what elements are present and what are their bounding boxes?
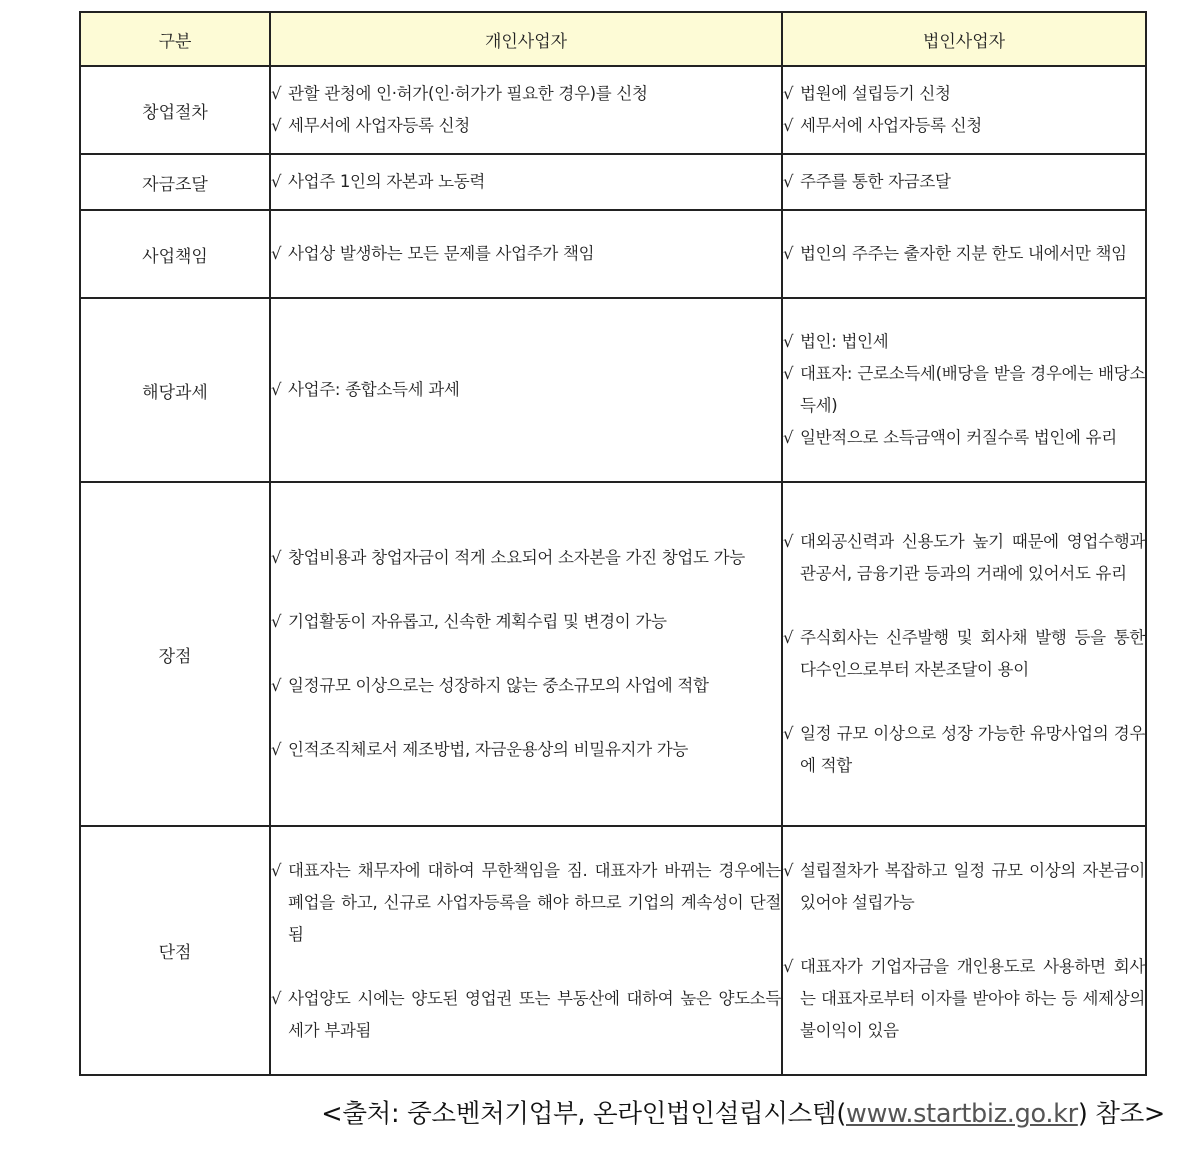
comparison-table	[79, 11, 1147, 1076]
header-row	[80, 12, 1146, 66]
check-mark-icon: √	[271, 172, 282, 191]
check-mark-icon: √	[783, 332, 794, 351]
corporate-item	[783, 718, 1145, 782]
individual-item-group	[271, 983, 781, 1047]
table-row	[80, 210, 1146, 298]
corporate-item-text: 법인: 법인세	[800, 332, 889, 351]
individual-cell	[270, 298, 782, 482]
corporate-item	[783, 238, 1145, 270]
individual-cell	[270, 210, 782, 298]
check-mark-icon: √	[783, 244, 794, 263]
corporate-item-group	[783, 166, 1145, 198]
table-row	[80, 298, 1146, 482]
corporate-item	[783, 110, 1145, 142]
individual-item	[271, 166, 781, 198]
check-mark-icon: √	[783, 628, 794, 647]
header-individual: 개인사업자	[270, 12, 782, 66]
individual-item-group	[271, 670, 781, 702]
source-suffix: ) 참조>	[1077, 1099, 1165, 1129]
check-mark-icon: √	[271, 244, 282, 263]
check-mark-icon: √	[271, 116, 282, 135]
check-mark-icon: √	[271, 548, 282, 567]
individual-item	[271, 78, 781, 110]
individual-item-group	[271, 166, 781, 198]
corporate-item	[783, 855, 1145, 919]
row-category: 장점	[80, 482, 270, 826]
corporate-item-group	[783, 326, 1145, 454]
corporate-item-text: 세무서에 사업자등록 신청	[800, 116, 982, 135]
corporate-item-text: 주식회사는 신주발행 및 회사채 발행 등을 통한 다수인으로부터 자본조달이 용이	[800, 628, 1145, 679]
corporate-item	[783, 358, 1145, 422]
corporate-item	[783, 78, 1145, 110]
check-mark-icon: √	[271, 380, 282, 399]
corporate-item-group	[783, 951, 1145, 1047]
individual-item-text: 사업양도 시에는 양도된 영업권 또는 부동산에 대하여 높은 양도소득세가 부과됨	[288, 988, 781, 1040]
check-mark-icon: √	[783, 724, 794, 743]
corporate-item-text: 대외공신력과 신용도가 높기 때문에 영업수행과 관공서, 금융기관 등과의 거래에 있어서도 유리	[800, 532, 1145, 583]
header-category: 구분	[80, 12, 270, 66]
individual-item	[271, 542, 781, 574]
check-mark-icon: √	[271, 676, 282, 695]
check-mark-icon: √	[783, 532, 794, 551]
individual-item-group	[271, 606, 781, 638]
individual-cell	[270, 154, 782, 210]
corporate-item-text: 일정 규모 이상으로 성장 가능한 유망사업의 경우에 적합	[800, 724, 1145, 775]
individual-item-text: 기업활동이 자유롭고, 신속한 계획수립 및 변경이 가능	[288, 612, 667, 631]
individual-cell	[270, 826, 782, 1075]
check-mark-icon: √	[783, 860, 794, 880]
check-mark-icon: √	[783, 116, 794, 135]
check-mark-icon: √	[783, 364, 794, 383]
corporate-item	[783, 166, 1145, 198]
row-category: 사업책임	[80, 210, 270, 298]
source-citation	[321, 1094, 1165, 1130]
corporate-item-group	[783, 718, 1145, 782]
individual-item-group	[271, 374, 781, 406]
row-category: 창업절차	[80, 66, 270, 154]
header-corporate: 법인사업자	[782, 12, 1146, 66]
corporate-cell	[782, 154, 1146, 210]
check-mark-icon: √	[783, 84, 794, 103]
check-mark-icon: √	[783, 172, 794, 191]
individual-item-text: 창업비용과 창업자금이 적게 소요되어 소자본을 가진 창업도 가능	[288, 548, 745, 567]
check-mark-icon: √	[271, 740, 282, 759]
check-mark-icon: √	[271, 84, 282, 103]
individual-item	[271, 855, 781, 951]
individual-item-text: 사업주: 종합소득세 과세	[288, 380, 460, 399]
corporate-cell	[782, 66, 1146, 154]
check-mark-icon: √	[271, 612, 282, 631]
corporate-item	[783, 326, 1145, 358]
table-row	[80, 826, 1146, 1075]
individual-item	[271, 374, 781, 406]
individual-item-group	[271, 734, 781, 766]
corporate-item	[783, 622, 1145, 686]
individual-item-text: 세무서에 사업자등록 신청	[288, 116, 470, 135]
individual-item-text: 일정규모 이상으로는 성장하지 않는 중소규모의 사업에 적합	[288, 676, 709, 695]
row-category: 자금조달	[80, 154, 270, 210]
individual-item-text: 대표자는 채무자에 대하여 무한책임을 짐. 대표자가 바뀌는 경우에는 폐업을 하고, 신규로 사업자등록을 해야 하므로 기업의 계속성이 단절됨	[288, 860, 781, 944]
check-mark-icon: √	[783, 956, 794, 976]
check-mark-icon: √	[783, 428, 794, 447]
individual-item-group	[271, 542, 781, 574]
row-category: 단점	[80, 826, 270, 1075]
individual-item-group	[271, 238, 781, 270]
corporate-cell	[782, 298, 1146, 482]
corporate-item-group	[783, 238, 1145, 270]
corporate-item-group	[783, 855, 1145, 919]
source-link[interactable]: www.startbiz.go.kr	[846, 1099, 1078, 1129]
source-prefix: <출처: 중소벤처기업부, 온라인법인설립시스템(	[321, 1099, 847, 1129]
individual-item	[271, 734, 781, 766]
corporate-cell	[782, 482, 1146, 826]
individual-item-group	[271, 855, 781, 951]
individual-item	[271, 110, 781, 142]
corporate-cell	[782, 210, 1146, 298]
corporate-item-text: 법원에 설립등기 신청	[800, 84, 951, 103]
individual-cell	[270, 482, 782, 826]
corporate-item	[783, 422, 1145, 454]
individual-item	[271, 983, 781, 1047]
corporate-item	[783, 951, 1145, 1047]
check-mark-icon: √	[271, 860, 282, 880]
individual-item	[271, 606, 781, 638]
individual-item-text: 인적조직체로서 제조방법, 자금운용상의 비밀유지가 가능	[288, 740, 689, 759]
individual-item	[271, 670, 781, 702]
corporate-item-group	[783, 526, 1145, 590]
table-row	[80, 66, 1146, 154]
corporate-item-text: 주주를 통한 자금조달	[800, 172, 951, 191]
individual-item-text: 사업상 발생하는 모든 문제를 사업주가 책임	[288, 244, 595, 263]
table-row	[80, 482, 1146, 826]
check-mark-icon: √	[271, 988, 282, 1008]
individual-item-text: 사업주 1인의 자본과 노동력	[288, 172, 486, 191]
individual-cell	[270, 66, 782, 154]
corporate-item-text: 일반적으로 소득금액이 커질수록 법인에 유리	[800, 428, 1117, 447]
individual-item	[271, 238, 781, 270]
corporate-item-group	[783, 78, 1145, 142]
individual-item-text: 관할 관청에 인·허가(인·허가가 필요한 경우)를 신청	[288, 84, 648, 103]
individual-item-group	[271, 78, 781, 142]
corporate-item-text: 대표자: 근로소득세(배당을 받을 경우에는 배당소득세)	[800, 364, 1145, 415]
corporate-item-text: 대표자가 기업자금을 개인용도로 사용하면 회사는 대표자로부터 이자를 받아야 하는 등 세제상의 불이익이 있음	[800, 956, 1145, 1040]
row-category: 해당과세	[80, 298, 270, 482]
corporate-item-text: 법인의 주주는 출자한 지분 한도 내에서만 책임	[800, 244, 1127, 263]
corporate-item	[783, 526, 1145, 590]
table-row	[80, 154, 1146, 210]
corporate-cell	[782, 826, 1146, 1075]
corporate-item-text: 설립절차가 복잡하고 일정 규모 이상의 자본금이 있어야 설립가능	[800, 860, 1145, 912]
corporate-item-group	[783, 622, 1145, 686]
